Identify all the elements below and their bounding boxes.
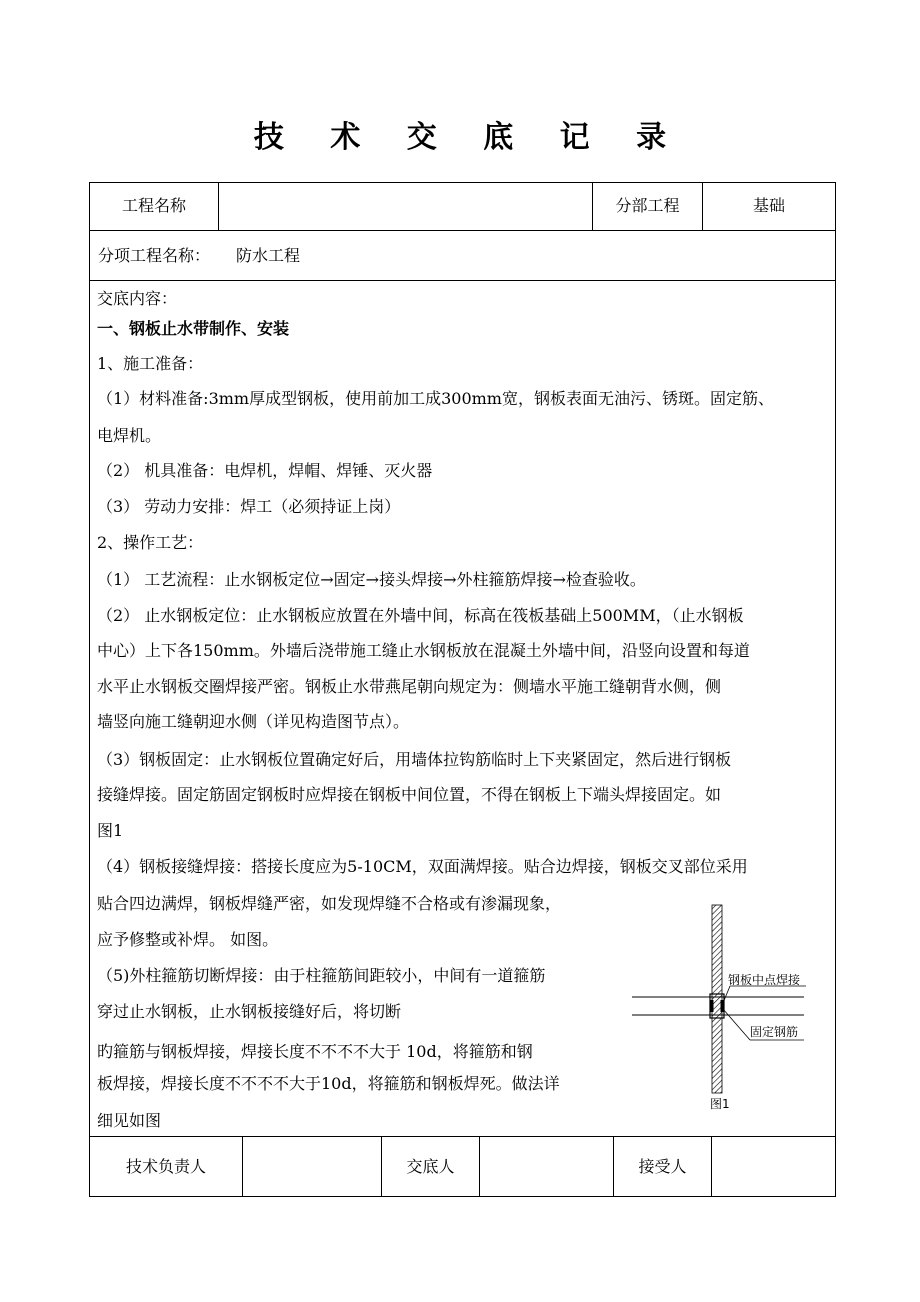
content-line: 水平止水钢板交圈焊接严密。钢板止水带燕尾朝向规定为：侧墙水平施工缝朝背水侧，侧: [97, 677, 722, 696]
content-line: 板焊接，焊接长度不不不不大于10d，将箍筋和钢板焊死。做法详: [97, 1074, 560, 1093]
subitem-label: 分项工程名称：: [98, 246, 211, 265]
col-divider: [479, 1136, 480, 1196]
receiver-label: 接受人: [638, 1157, 687, 1176]
content-line: （4）钢板接缝焊接：搭接长度应为5-10CM，双面满焊接。贴合边焊接，钢板交叉部位采用: [97, 857, 748, 876]
subitem-value[interactable]: 防水工程: [236, 246, 301, 265]
content-line: （1）材料准备:3mm厚成型钢板，使用前加工成300mm宽，钢板表面无油污、锈斑。固定筋、: [97, 389, 774, 408]
figure-1-diagram: [630, 900, 830, 1112]
division-label: 分部工程: [615, 196, 680, 215]
weld-label: 钢板中点焊接: [728, 973, 801, 987]
division-value[interactable]: 基础: [752, 196, 785, 215]
content-line: 电焊机。: [97, 426, 162, 445]
content-line: （2） 止水钢板定位：止水钢板应放置在外墙中间，标高在筏板基础上500MM，（止水钢板: [97, 606, 744, 625]
content-line: （3）钢板固定：止水钢板位置确定好后，用墙体拉钩筋临时上下夹紧固定，然后进行钢板: [97, 750, 732, 769]
leader-line: [723, 1009, 750, 1040]
wall-section-drawing: [630, 900, 830, 1112]
page-title: 技 术 交 底 记 录: [253, 120, 685, 155]
row-divider: [89, 230, 836, 231]
content-heading: 交底内容：: [97, 289, 178, 308]
content-line: 中心）上下各150mm。外墙后浇带施工缝止水钢板放在混凝土外墙中间，沿竖向设置和每道: [97, 641, 750, 660]
content-line: 细见如图: [97, 1111, 162, 1130]
content-line: 贴合四边满焊，钢板焊缝严密，如发现焊缝不合格或有渗漏现象，: [97, 894, 562, 913]
row-divider: [89, 1136, 836, 1137]
content-line: 图1: [97, 821, 124, 840]
content-line: （3） 劳动力安排：焊工（必须持证上岗）: [97, 497, 401, 516]
col-divider: [711, 1136, 712, 1196]
section-heading: 一、钢板止水带制作、安装: [97, 319, 290, 338]
col-divider: [218, 182, 219, 230]
project-name-label: 工程名称: [121, 196, 186, 215]
content-line: （2） 机具准备：电焊机，焊帽、焊锤、灭火器: [97, 461, 433, 480]
content-line: 穿过止水钢板，止水钢板接缝好后，将切断: [97, 1002, 402, 1021]
wall-section: [712, 905, 722, 1093]
content-line: 旳箍筋与钢板焊接，焊接长度不不不不大于 10d，将箍筋和钢: [97, 1042, 533, 1061]
content-line: 2、操作工艺：: [97, 533, 204, 552]
figure-caption: 图1: [710, 1097, 730, 1111]
discloser-label: 交底人: [406, 1157, 455, 1176]
row-divider: [89, 280, 836, 281]
content-line: 应予修整或补焊。 如图。: [97, 930, 279, 949]
content-line: （1） 工艺流程：止水钢板定位→固定→接头焊接→外柱箍筋焊接→检查验收。: [97, 570, 646, 589]
content-line: 接缝焊接。固定筋固定钢板时应焊接在钢板中间位置，不得在钢板上下端头焊接固定。如: [97, 785, 722, 804]
rebar-label: 固定钢筋: [750, 1025, 799, 1039]
content-line: （5)外柱箍筋切断焊接：由于柱箍筋间距较小，中间有一道箍筋: [97, 966, 546, 985]
content-line: 1、施工准备：: [97, 354, 204, 373]
content-line: 墙竖向施工缝朝迎水侧（详见构造图节点）。: [97, 712, 410, 731]
col-divider: [242, 1136, 243, 1196]
tech-lead-label: 技术负责人: [125, 1157, 206, 1176]
